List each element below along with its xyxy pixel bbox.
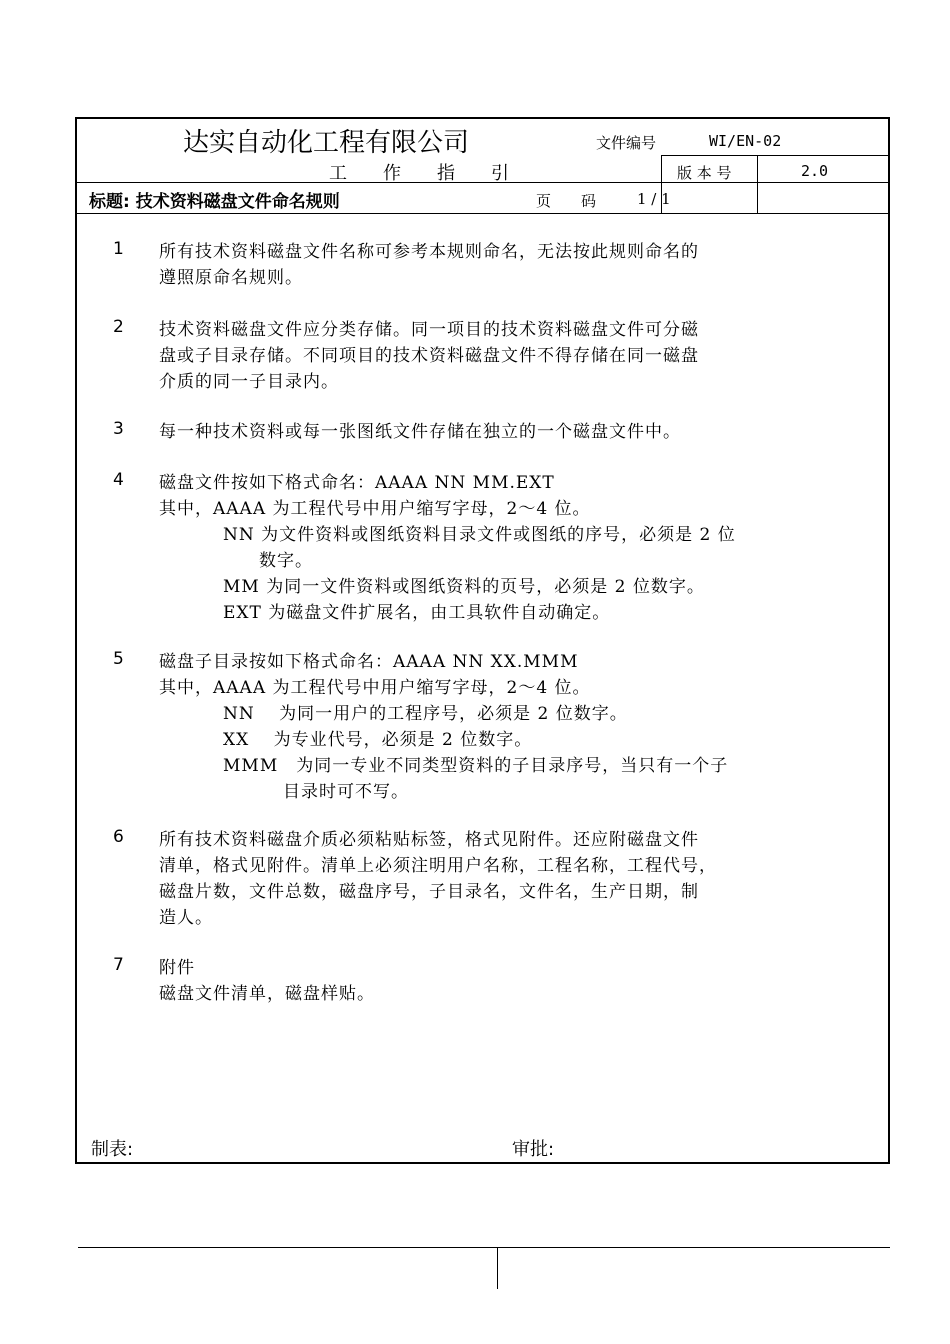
item-number: 3	[113, 419, 124, 439]
text-line: NN 为文件资料或图纸资料目录文件或图纸的序号，必须是 2 位	[223, 525, 736, 545]
text-line: MMM 为同一专业不同类型资料的子目录序号，当只有一个子	[223, 756, 729, 776]
company-name: 达实自动化工程有限公司	[183, 128, 470, 158]
item-number: 2	[113, 317, 124, 337]
file-number-value: WI/EN-02	[709, 132, 782, 150]
text-line: 数字。	[259, 551, 313, 571]
page-footer-rule	[78, 1247, 890, 1248]
text-line: NN 为同一用户的工程序号，必须是 2 位数字。	[223, 704, 628, 724]
item-text	[159, 317, 839, 395]
text-line: 技术资料磁盘文件应分类存储。同一项目的技术资料磁盘文件可分磁	[159, 320, 699, 340]
item-text	[159, 649, 839, 805]
text-line: 其中，AAAA 为工程代号中用户缩写字母，2～4 位。	[159, 678, 591, 698]
page-label: 页 码	[536, 192, 597, 210]
text-line: 所有技术资料磁盘文件名称可参考本规则命名，无法按此规则命名的	[159, 242, 699, 262]
item-number: 6	[113, 827, 124, 847]
text-line: 介质的同一子目录内。	[159, 372, 339, 392]
item-number: 4	[113, 470, 124, 490]
text-line: 每一种技术资料或每一张图纸文件存储在独立的一个磁盘文件中。	[159, 422, 681, 442]
item-number: 7	[113, 955, 124, 975]
page-value: 1 / 1	[637, 190, 671, 208]
item-text	[159, 419, 839, 445]
text-line: 清单，格式见附件。清单上必须注明用户名称，工程名称，工程代号，	[159, 856, 717, 876]
version-label: 版 本 号	[677, 164, 732, 182]
text-line: 附件	[159, 958, 195, 978]
document-type: 工 作 指 引	[329, 163, 509, 184]
item-number: 1	[113, 239, 124, 259]
document-frame	[75, 117, 890, 1164]
text-line: 磁盘文件按如下格式命名：AAAA NN MM.EXT	[159, 473, 555, 493]
header-divider	[661, 155, 890, 156]
text-line: 磁盘文件清单，磁盘样贴。	[159, 984, 375, 1004]
file-number-label: 文件编号	[596, 134, 657, 152]
approve-label: 审批:	[512, 1139, 555, 1160]
text-line: 目录时可不写。	[283, 782, 409, 802]
text-line: 其中，AAAA 为工程代号中用户缩写字母，2～4 位。	[159, 499, 591, 519]
text-line: EXT 为磁盘文件扩展名，由工具软件自动确定。	[223, 603, 611, 623]
text-line: XX 为专业代号，必须是 2 位数字。	[223, 730, 533, 750]
text-line: MM 为同一文件资料或图纸资料的页号，必须是 2 位数字。	[223, 577, 705, 597]
text-line: 所有技术资料磁盘介质必须粘贴标签，格式见附件。还应附磁盘文件	[159, 830, 699, 850]
page-footer-divider	[497, 1247, 498, 1289]
text-line: 磁盘子目录按如下格式命名：AAAA NN XX.MMM	[159, 652, 579, 672]
text-line: 造人。	[159, 908, 213, 928]
text-line: 磁盘片数，文件总数，磁盘序号，子目录名，文件名，生产日期，制	[159, 882, 699, 902]
document-title: 标题: 技术资料磁盘文件命名规则	[89, 192, 340, 212]
header-divider	[757, 155, 758, 213]
made-by-label: 制表:	[91, 1139, 134, 1160]
header-divider	[661, 155, 662, 213]
text-line: 遵照原命名规则。	[159, 268, 303, 288]
header-divider	[77, 182, 890, 183]
version-value: 2.0	[801, 162, 829, 180]
text-line: 盘或子目录存储。不同项目的技术资料磁盘文件不得存储在同一磁盘	[159, 346, 699, 366]
header-divider	[77, 213, 890, 214]
item-text	[159, 470, 839, 626]
item-text	[159, 239, 839, 291]
item-text	[159, 827, 839, 931]
item-number: 5	[113, 649, 124, 669]
item-text	[159, 955, 839, 1007]
